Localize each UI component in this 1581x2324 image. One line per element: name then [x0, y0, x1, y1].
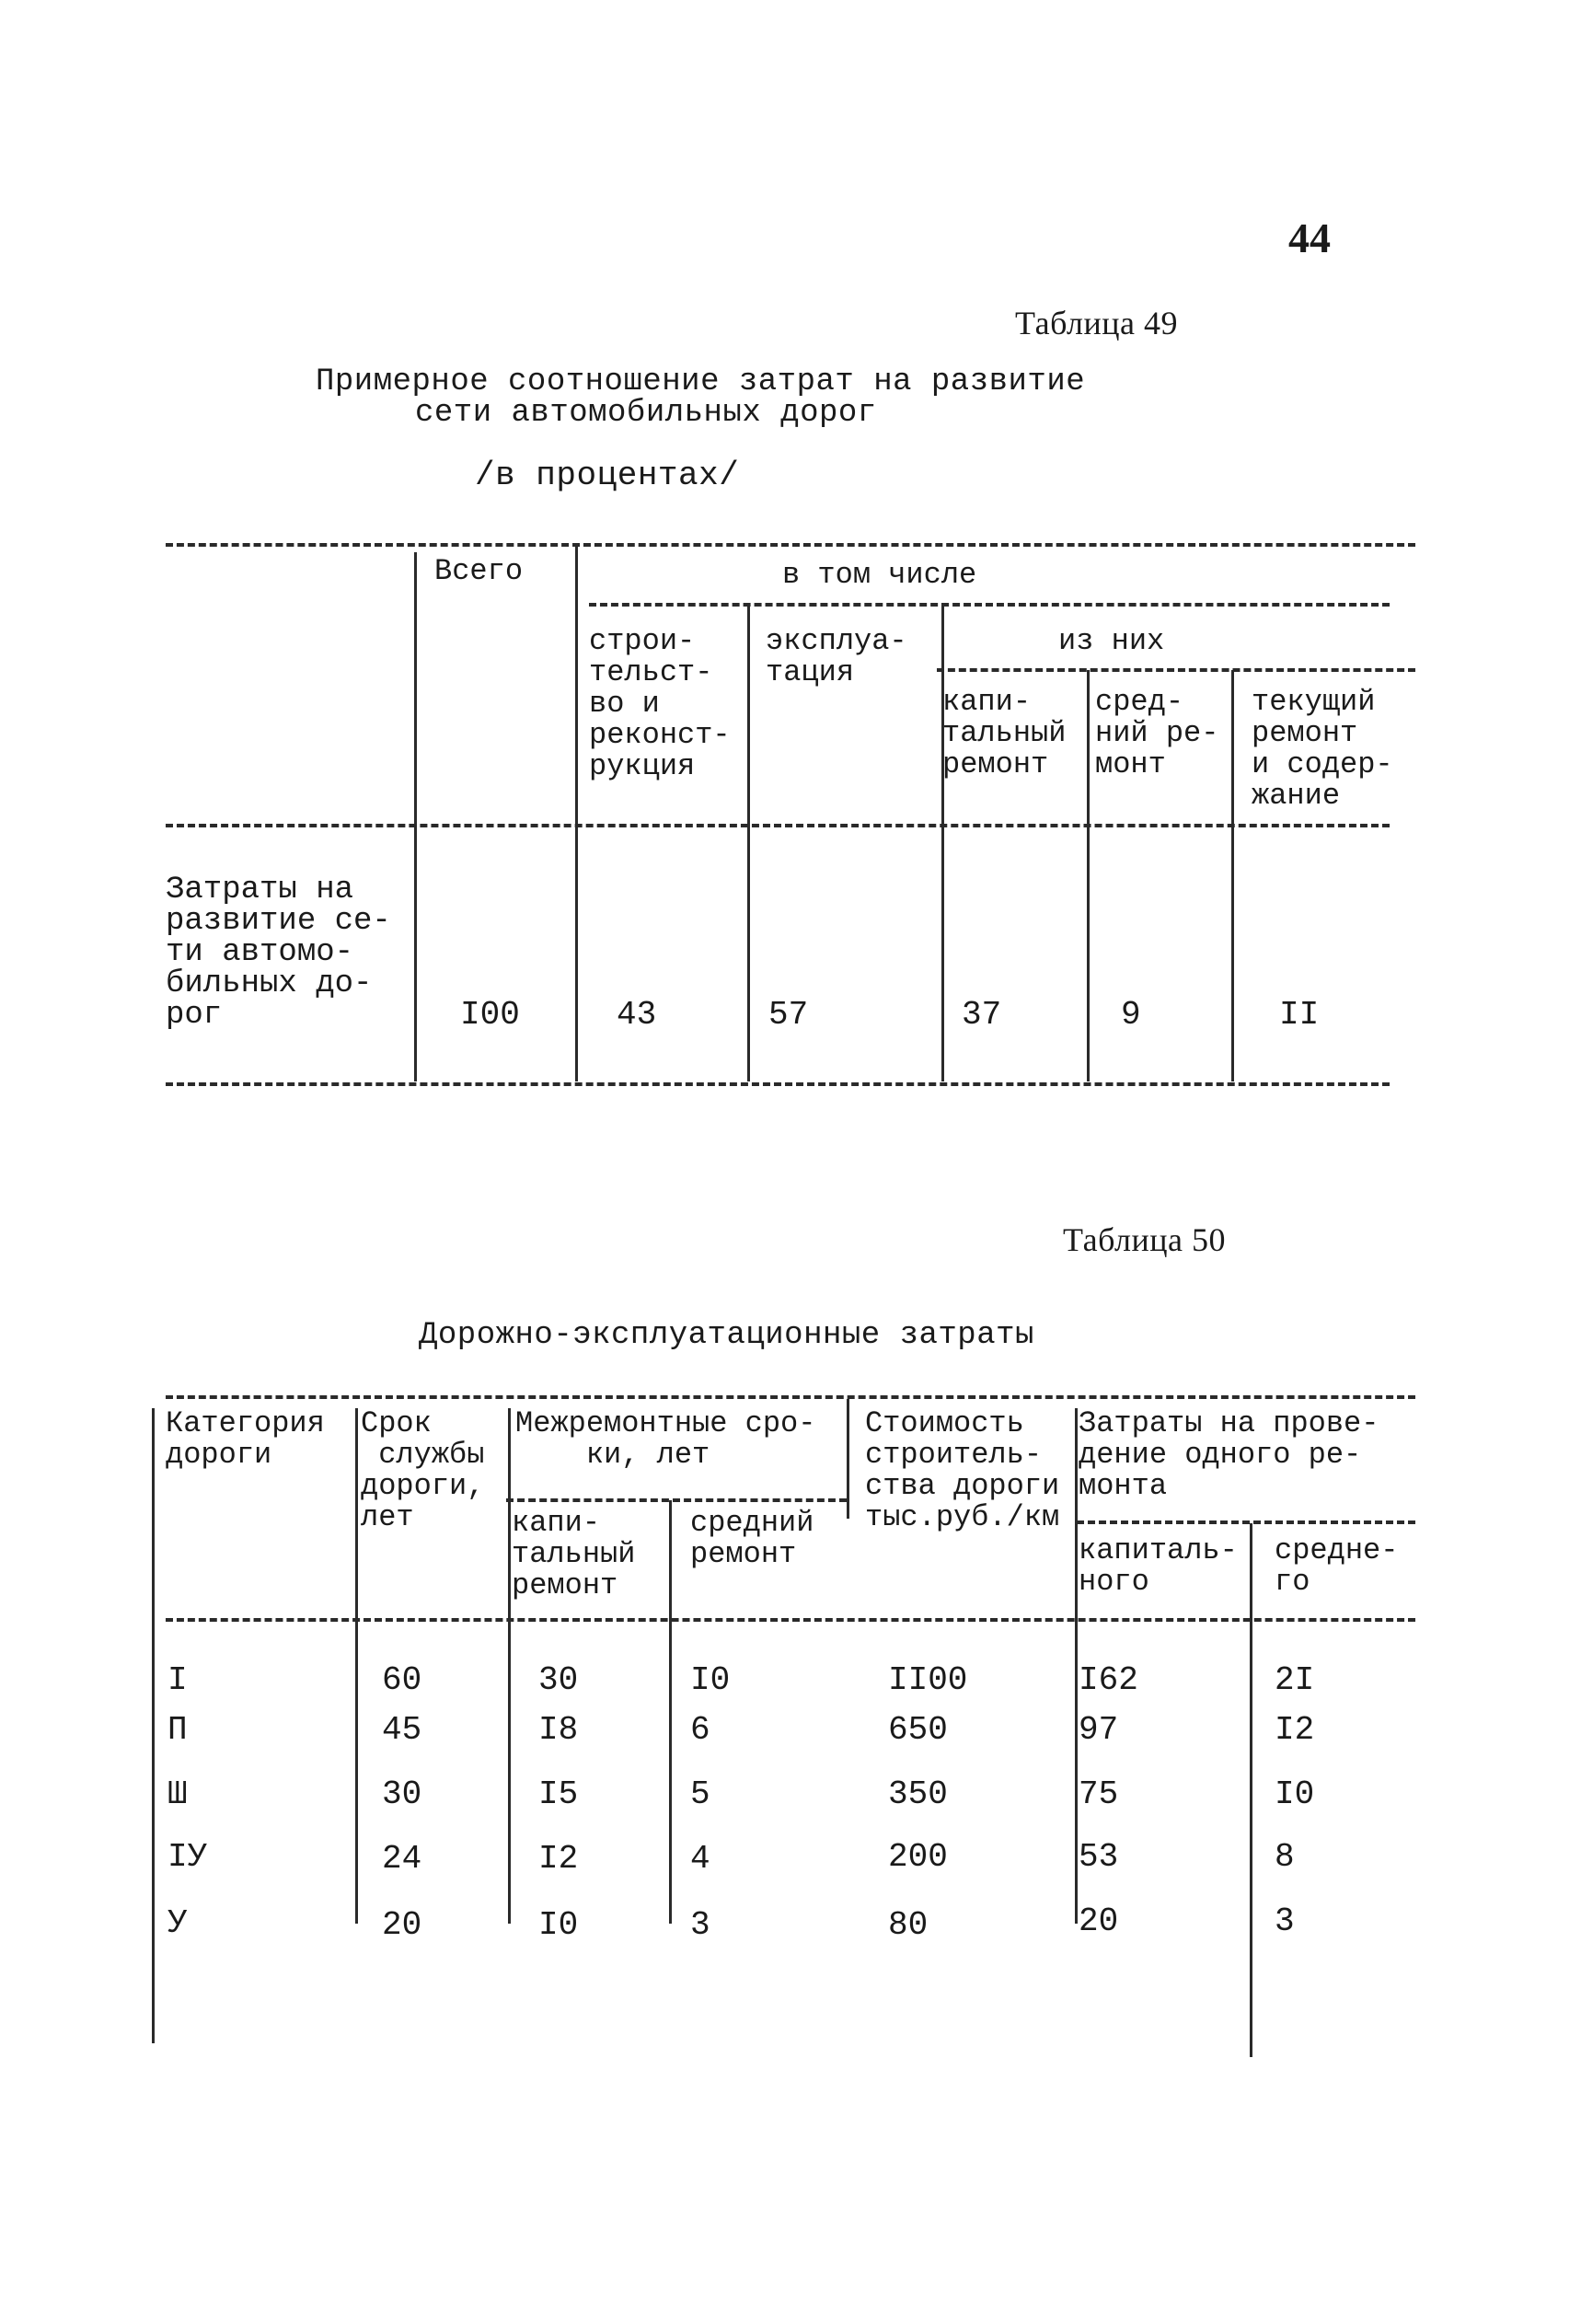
header-total: Всего	[434, 554, 524, 588]
cell-repair-capital: 53	[1079, 1838, 1119, 1876]
header-interval-medium: средний ремонт	[690, 1506, 814, 1571]
table49-value-construction: 43	[617, 996, 657, 1034]
cell-interval-capital: I8	[538, 1711, 579, 1749]
table49-value-total: I00	[460, 996, 520, 1034]
cell-lifetime: 45	[382, 1711, 422, 1749]
table50-col-line	[1250, 1523, 1252, 2057]
table49-col-line	[575, 543, 578, 1081]
cell-repair-medium: I0	[1275, 1775, 1315, 1813]
table50-col-line	[669, 1500, 672, 1924]
table49-caption: Таблица 49	[1015, 305, 1178, 341]
cell-repair-medium: 3	[1275, 1902, 1295, 1940]
table50-rule-header-bottom	[166, 1618, 1415, 1622]
header-repair-cost: Затраты на прове- дение одного ре- монта	[1079, 1406, 1379, 1503]
header-medium-repair: сред- ний ре- монт	[1095, 685, 1219, 781]
table49-value-capital: 37	[962, 996, 1002, 1034]
header-of-them: из них	[1058, 624, 1165, 658]
cell-interval-medium: 3	[690, 1906, 710, 1944]
header-repair-medium: средне- го	[1275, 1533, 1399, 1599]
cell-construction-cost: 200	[888, 1838, 948, 1876]
cell-lifetime: 20	[382, 1906, 422, 1944]
table49-value-exploitation: 57	[768, 996, 809, 1034]
header-capital-repair: капи- тальный ремонт	[942, 685, 1067, 781]
table49-col-line	[414, 552, 417, 1081]
cell-category: Ш	[167, 1775, 188, 1813]
cell-category: П	[167, 1711, 188, 1749]
header-interval-capital: капи- тальный ремонт	[512, 1506, 636, 1602]
header-current-repair: текущий ремонт и содер- жание	[1252, 685, 1393, 813]
table49-value-medium: 9	[1121, 996, 1141, 1034]
header-construction-cost: Стоимость строитель- ства дороги тыс.руб./км	[865, 1406, 1060, 1534]
table50-col-line	[508, 1408, 511, 1924]
table49-col-line	[1087, 670, 1090, 1081]
cell-construction-cost: 350	[888, 1775, 948, 1813]
cell-repair-medium: 8	[1275, 1838, 1295, 1876]
header-including: в том числе	[782, 558, 977, 592]
table49-rule-top	[166, 543, 1415, 547]
cell-interval-capital: 30	[538, 1661, 579, 1699]
table50-col-line	[1075, 1408, 1078, 1924]
cell-repair-medium: 2I	[1275, 1661, 1315, 1699]
cell-repair-capital: I62	[1079, 1661, 1138, 1699]
table50-rule-intervals	[506, 1498, 847, 1502]
cell-interval-capital: I5	[538, 1775, 579, 1813]
table49-value-current: II	[1279, 996, 1320, 1034]
cell-repair-capital: 97	[1079, 1711, 1119, 1749]
table50-rule-top	[166, 1395, 1415, 1399]
table50-rule-repair	[1077, 1520, 1415, 1524]
cell-interval-medium: 6	[690, 1711, 710, 1749]
cell-category: У	[167, 1904, 188, 1942]
cell-construction-cost: 80	[888, 1906, 929, 1944]
header-repair-capital: капиталь- ного	[1079, 1533, 1238, 1599]
table49-title-line2: сети автомобильных дорог	[415, 396, 877, 431]
table49-row-label: Затраты на развитие се- ти автомо- бильных до- рог	[166, 873, 391, 1033]
table49-rule-header-bottom	[166, 824, 1390, 827]
cell-interval-medium: I0	[690, 1661, 731, 1699]
cell-lifetime: 60	[382, 1661, 422, 1699]
cell-category: I	[167, 1661, 188, 1699]
cell-lifetime: 24	[382, 1840, 422, 1878]
header-category: Категория дороги	[166, 1406, 325, 1472]
page-number: 44	[1288, 214, 1331, 261]
table50-col-line	[355, 1408, 358, 1924]
cell-interval-capital: I0	[538, 1906, 579, 1944]
header-intervals: Межремонтные сро- ки, лет	[515, 1406, 816, 1472]
table49-rule-of-them	[937, 668, 1415, 672]
header-exploitation: эксплуа- тация	[766, 624, 907, 689]
cell-interval-medium: 5	[690, 1775, 710, 1813]
table49-col-line	[941, 603, 944, 1081]
table50-title: Дорожно-эксплуатационные затраты	[419, 1318, 1034, 1353]
cell-repair-capital: 20	[1079, 1902, 1119, 1940]
table49-rule-bottom	[166, 1082, 1390, 1086]
header-lifetime: Срок службы дороги, лет	[361, 1406, 485, 1534]
cell-interval-medium: 4	[690, 1840, 710, 1878]
cell-repair-capital: 75	[1079, 1775, 1119, 1813]
table50-col-line	[152, 1408, 155, 2043]
table49-col-line	[747, 603, 750, 1081]
cell-construction-cost: 650	[888, 1711, 948, 1749]
table49-rule-including	[589, 603, 1390, 607]
header-construction: строи- тельст- во и реконст- рукция	[589, 624, 731, 783]
table49-units: /в процентах/	[475, 457, 740, 494]
cell-lifetime: 30	[382, 1775, 422, 1813]
table50-col-line	[847, 1399, 849, 1519]
cell-interval-capital: I2	[538, 1840, 579, 1878]
table50-caption: Таблица 50	[1063, 1221, 1226, 1258]
cell-category: IУ	[167, 1838, 208, 1876]
cell-repair-medium: I2	[1275, 1711, 1315, 1749]
table49-title-line1: Примерное соотношение затрат на развитие	[316, 364, 1086, 399]
cell-construction-cost: II00	[888, 1661, 968, 1699]
table49-col-line	[1231, 670, 1234, 1081]
